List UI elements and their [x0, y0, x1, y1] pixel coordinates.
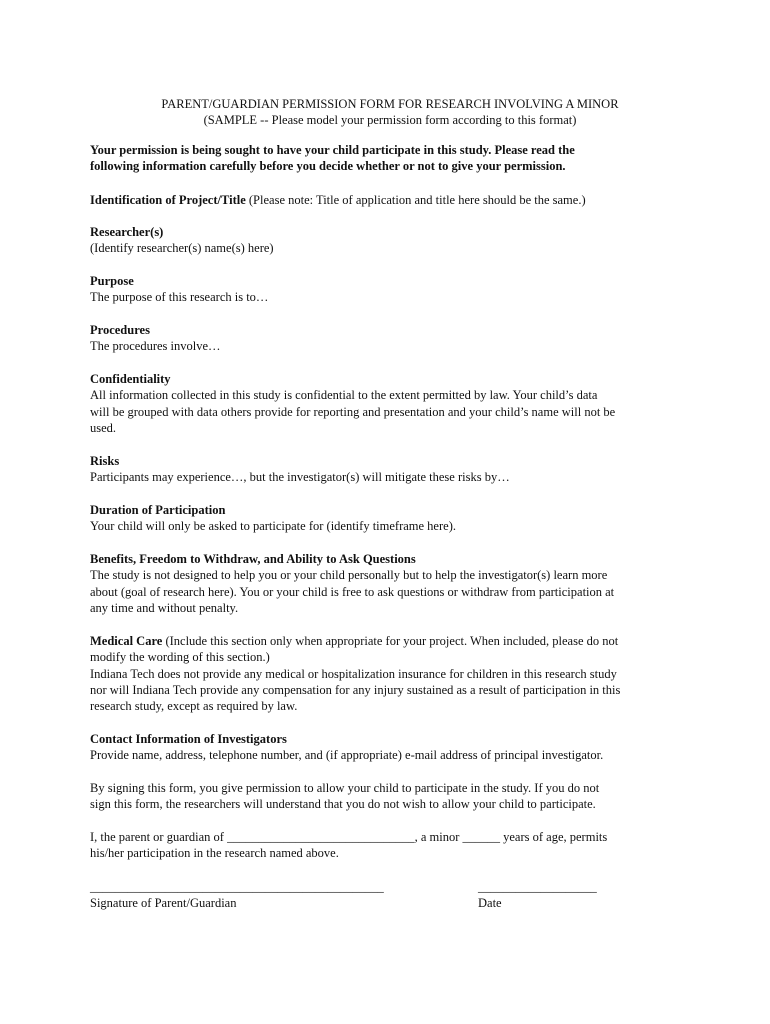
- identification-note: (Please note: Title of application and title here should be the same.): [245, 193, 586, 207]
- benefits-line: about (goal of research here). You or your child is free to ask questions or withdraw from participation at: [90, 584, 615, 599]
- purpose-text: The purpose of this research is to…: [90, 290, 269, 305]
- signature-line[interactable]: _______________________________________________: [90, 880, 384, 894]
- signature-label: Signature of Parent/Guardian: [90, 896, 237, 911]
- benefits-line: The study is not designed to help you or your child personally but to help the investigator(s) learn more: [90, 568, 608, 583]
- form-title: PARENT/GUARDIAN PERMISSION FORM FOR RESEARCH INVOLVING A MINOR: [161, 97, 619, 111]
- confidentiality-line: All information collected in this study is confidential to the extent permitted by law. Your child’s data: [90, 388, 598, 403]
- procedures-heading: Procedures: [90, 323, 150, 337]
- medical-care-line: Indiana Tech does not provide any medical or hospitalization insurance for children in this research study: [90, 666, 617, 681]
- intro-line: following information carefully before you decide whether or not to give your permission.: [90, 159, 566, 174]
- purpose-heading: Purpose: [90, 274, 134, 288]
- date-block: [478, 879, 597, 912]
- duration-text: Your child will only be asked to participate for (identify timeframe here).: [90, 519, 456, 534]
- procedures-section: [90, 322, 690, 355]
- medical-care-note-line: modify the wording of this section.): [90, 650, 270, 665]
- signature-block: [90, 879, 384, 912]
- confidentiality-line: will be grouped with data others provide for reporting and presentation and your child’s name will not be: [90, 404, 616, 419]
- duration-heading: Duration of Participation: [90, 503, 226, 517]
- contact-heading: Contact Information of Investigators: [90, 732, 287, 746]
- permit-line: I, the parent or guardian of ______________________________, a minor ______ years of age, permits: [90, 830, 608, 844]
- identification-section: [90, 192, 690, 208]
- duration-section: [90, 502, 690, 535]
- medical-care-note: (Include this section only when appropriate for your project. When included, please do not: [162, 634, 619, 648]
- confidentiality-section: [90, 371, 690, 436]
- form-subtitle: (SAMPLE -- Please model your permission form according to this format): [203, 113, 577, 128]
- confidentiality-line: used.: [90, 420, 117, 435]
- benefits-heading: Benefits, Freedom to Withdraw, and Ability to Ask Questions: [90, 552, 416, 566]
- medical-care-heading: Medical Care: [90, 634, 163, 648]
- intro-line: Your permission is being sought to have your child participate in this study. Please read the: [90, 143, 575, 157]
- consent-paragraph: [90, 780, 690, 813]
- date-label: Date: [478, 896, 502, 911]
- intro-paragraph: [90, 142, 690, 175]
- risks-heading: Risks: [90, 454, 120, 468]
- medical-care-line: research study, except as required by law.: [90, 699, 298, 714]
- benefits-section: [90, 551, 690, 616]
- contact-section: [90, 731, 690, 764]
- identification-heading: Identification of Project/Title: [90, 193, 246, 207]
- consent-line: sign this form, the researchers will understand that you do not wish to allow your child to participate.: [90, 797, 596, 812]
- medical-care-line: nor will Indiana Tech provide any compensation for any injury sustained as a result of participation in this: [90, 682, 621, 697]
- researchers-heading: Researcher(s): [90, 225, 164, 239]
- risks-section: [90, 453, 690, 486]
- contact-text: Provide name, address, telephone number, and (if appropriate) e-mail address of principal investigator.: [90, 748, 604, 763]
- purpose-section: [90, 273, 690, 306]
- risks-text: Participants may experience…, but the investigator(s) will mitigate these risks by…: [90, 470, 510, 485]
- confidentiality-heading: Confidentiality: [90, 372, 171, 386]
- consent-line: By signing this form, you give permission to allow your child to participate in the study. If you do not: [90, 781, 600, 795]
- procedures-text: The procedures involve…: [90, 339, 221, 354]
- form-header: [90, 96, 690, 129]
- medical-care-section: [90, 633, 690, 714]
- permit-line: his/her participation in the research named above.: [90, 846, 339, 861]
- researchers-section: [90, 224, 690, 257]
- benefits-line: any time and without penalty.: [90, 600, 239, 615]
- date-line[interactable]: ___________________: [478, 880, 597, 894]
- permit-paragraph: [90, 829, 690, 862]
- researchers-text: (Identify researcher(s) name(s) here): [90, 241, 274, 256]
